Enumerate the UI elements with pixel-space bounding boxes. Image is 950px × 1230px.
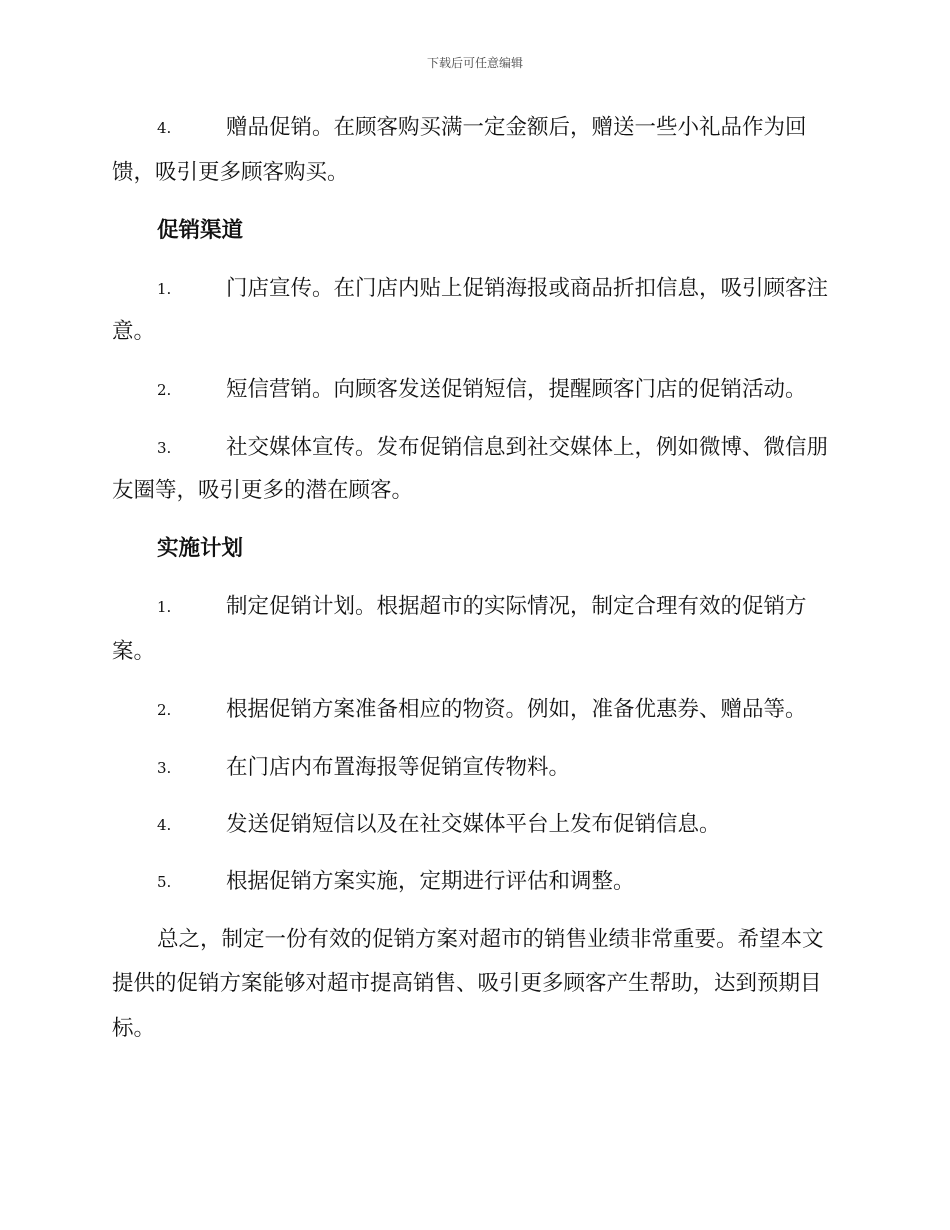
section-heading-plan: 实施计划 [157, 536, 244, 561]
list-item-text: 发送促销短信以及在社交媒体平台上发布促销信息。 [226, 812, 721, 837]
summary-paragraph-line: 标。 [112, 1016, 156, 1041]
list-item-text: 社交媒体宣传。发布促销信息到社交媒体上，例如微博、微信朋 [226, 435, 829, 460]
list-item-text: 根据促销方案实施，定期进行评估和调整。 [226, 869, 635, 894]
list-item-text: 根据促销方案准备相应的物资。例如，准备优惠券、赠品等。 [226, 697, 807, 722]
list-item-text: 短信营销。向顾客发送促销短信，提醒顾客门店的促销活动。 [226, 377, 807, 402]
list-number: 4. [157, 119, 172, 137]
list-item-text: 制定促销计划。根据超市的实际情况，制定合理有效的促销方 [226, 594, 807, 619]
list-number: 1. [157, 280, 172, 298]
list-item-text: 门店宣传。在门店内贴上促销海报或商品折扣信息，吸引顾客注 [226, 276, 829, 301]
list-item-text: 意。 [112, 319, 156, 344]
list-number: 2. [157, 381, 172, 399]
section-heading-channels: 促销渠道 [157, 218, 244, 243]
list-item-text: 在门店内布置海报等促销宣传物料。 [226, 755, 571, 780]
list-item-text: 赠品促销。在顾客购买满一定金额后，赠送一些小礼品作为回 [226, 115, 807, 140]
list-number: 5. [157, 873, 172, 891]
list-number: 3. [157, 439, 172, 457]
list-number: 2. [157, 701, 172, 719]
list-number: 1. [157, 598, 172, 616]
page-header-note: 下载后可任意编辑 [426, 56, 523, 70]
list-number: 4. [157, 816, 172, 834]
list-item-text: 馈，吸引更多顾客购买。 [112, 160, 349, 185]
list-item-text: 友圈等，吸引更多的潜在顾客。 [112, 478, 414, 503]
summary-paragraph-line: 总之，制定一份有效的促销方案对超市的销售业绩非常重要。希望本文 [157, 927, 824, 952]
list-number: 3. [157, 759, 172, 777]
list-item-text: 案。 [112, 639, 156, 664]
summary-paragraph-line: 提供的促销方案能够对超市提高销售、吸引更多顾客产生帮助，达到预期目 [112, 971, 822, 996]
